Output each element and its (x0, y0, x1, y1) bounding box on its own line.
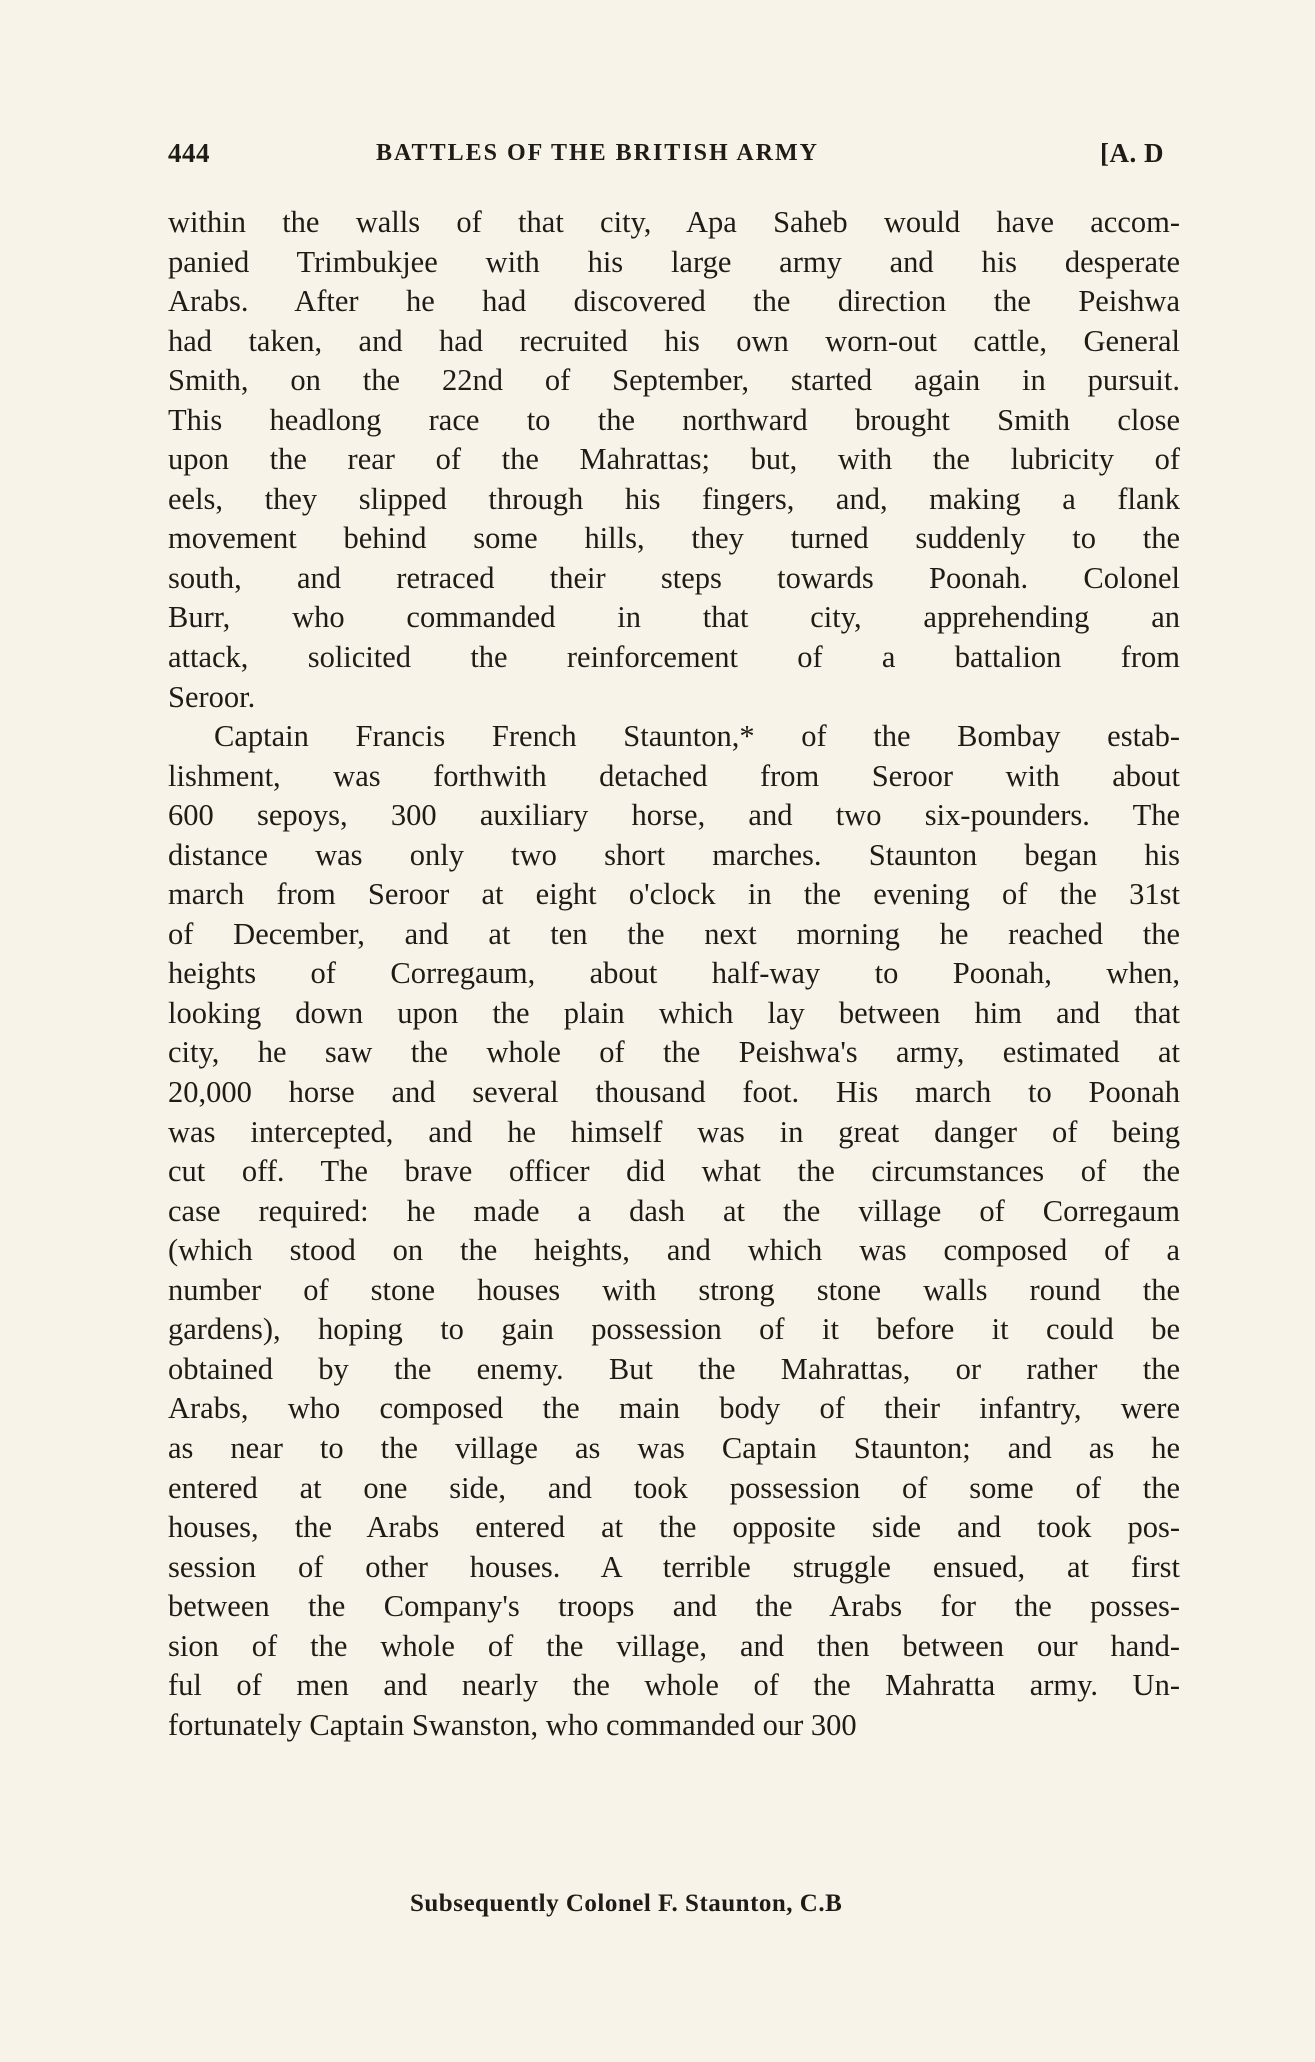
text-line: movement behind some hills, they turned suddenly to the (168, 521, 1180, 556)
text-line: gardens), hoping to gain possession of it before it could be (168, 1312, 1180, 1347)
text-line: march from Seroor at eight o'clock in the evening of the 31st (168, 877, 1180, 912)
text-line: fortunately Captain Swanston, who commanded our 300 (168, 1707, 857, 1742)
text-line: entered at one side, and took possession of some of the (168, 1470, 1180, 1505)
running-title: BATTLES OF THE BRITISH ARMY (376, 140, 819, 166)
text-line: attack, solicited the reinforcement of a battalion from (168, 640, 1180, 675)
text-line: 600 sepoys, 300 auxiliary horse, and two six-pounders. The (168, 798, 1180, 833)
text-line: session of other houses. A terrible struggle ensued, at first (168, 1549, 1180, 1584)
text-line: between the Company's troops and the Arabs for the posses- (168, 1589, 1180, 1624)
text-line: heights of Corregaum, about half-way to Poonah, when, (168, 956, 1180, 991)
text-line: lishment, was forthwith detached from Seroor with about (168, 758, 1180, 793)
text-line: number of stone houses with strong stone walls round the (168, 1272, 1180, 1307)
running-abbrev: [A. D (1100, 138, 1164, 168)
text-line: Arabs, who composed the main body of their infantry, were (168, 1391, 1180, 1426)
text-line: ful of men and nearly the whole of the Mahratta army. Un- (168, 1668, 1180, 1703)
text-line: south, and retraced their steps towards Poonah. Colonel (168, 560, 1180, 595)
text-line: sion of the whole of the village, and then between our hand- (168, 1628, 1180, 1663)
text-line: Arabs. After he had discovered the direction the Peishwa (168, 284, 1180, 319)
text-line: (which stood on the heights, and which was composed of a (168, 1233, 1180, 1268)
running-head (168, 138, 1164, 178)
text-line: Burr, who commanded in that city, apprehending an (168, 600, 1180, 635)
text-line: of December, and at ten the next morning he reached the (168, 916, 1180, 951)
text-line: cut off. The brave officer did what the circumstances of the (168, 1154, 1180, 1189)
text-line: This headlong race to the northward brought Smith close (168, 402, 1180, 437)
text-line: case required: he made a dash at the village of Corregaum (168, 1193, 1180, 1228)
text-line: eels, they slipped through his fingers, and, making a flank (168, 481, 1180, 516)
text-line: as near to the village as was Captain Staunton; and as he (168, 1430, 1180, 1465)
text-line: within the walls of that city, Apa Saheb would have accom- (168, 205, 1180, 239)
body-text (168, 203, 1180, 1745)
footnote: Subsequently Colonel F. Staunton, C.B (410, 1890, 843, 1917)
text-line: Captain Francis French Staunton,* of the Bombay estab- (214, 719, 1180, 754)
text-line: looking down upon the plain which lay between him and that (168, 995, 1180, 1030)
text-line: upon the rear of the Mahrattas; but, with the lubricity of (168, 442, 1180, 477)
text-line: Seroor. (168, 679, 256, 714)
text-line: Smith, on the 22nd of September, started again in pursuit. (168, 363, 1180, 398)
text-line: was intercepted, and he himself was in great danger of being (168, 1114, 1180, 1149)
text-line: panied Trimbukjee with his large army and his desperate (168, 244, 1180, 279)
text-line: distance was only two short marches. Staunton began his (168, 837, 1180, 872)
text-line: had taken, and had recruited his own worn-out cattle, General (168, 323, 1180, 358)
text-line: obtained by the enemy. But the Mahrattas, or rather the (168, 1351, 1180, 1386)
page-number: 444 (168, 138, 210, 168)
text-line: city, he saw the whole of the Peishwa's army, estimated at (168, 1035, 1180, 1070)
text-line: houses, the Arabs entered at the opposite side and took pos- (168, 1510, 1180, 1545)
text-line: 20,000 horse and several thousand foot. His march to Poonah (168, 1075, 1180, 1110)
